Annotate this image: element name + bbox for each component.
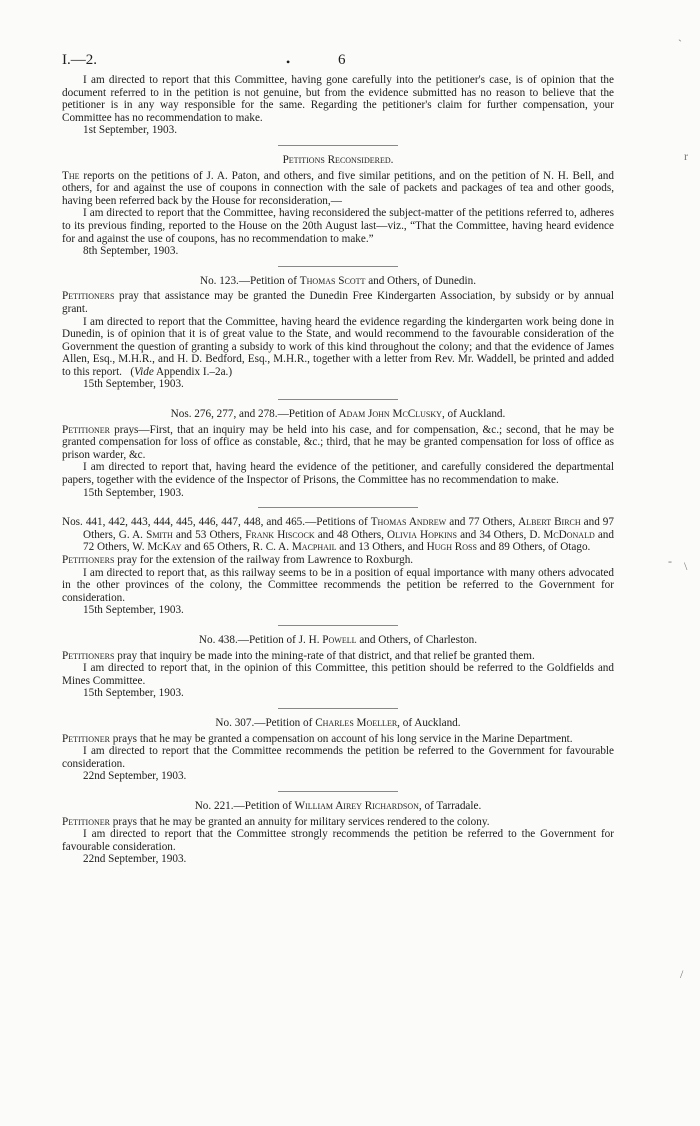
report-date: 15th September, 1903. bbox=[83, 687, 184, 700]
title-text: No. 123.—Petition of bbox=[199, 274, 300, 287]
title-text: , of Auckland. bbox=[441, 408, 506, 421]
report-paragraph: I am directed to report that, in the opinion of this Committee, this petition should be referred to the Goldfields and Mines Committee. bbox=[62, 662, 614, 687]
report-date: 8th September, 1903. bbox=[83, 245, 179, 258]
petition-title bbox=[62, 408, 614, 421]
section-petition-123 bbox=[62, 275, 614, 391]
petition-text: prays that he may be granted an annuity for military services rendered to the colony. bbox=[110, 815, 490, 828]
petitioner-name: McKay bbox=[147, 541, 182, 554]
petition-title bbox=[62, 717, 614, 730]
petition-text: reports on the petitions of J. A. Paton, and others, and five similar petitions, and on the petition of N. H. Bell, and others, for and against the use of coupons in connection with the sale of packets and packages of tea and other goods, having been referred back by the House for reconsideration,— bbox=[62, 169, 614, 207]
title-text: , of Tarradale. bbox=[418, 799, 482, 812]
margin-mark: \ bbox=[684, 559, 688, 573]
petitioner-name: Thomas Andrew bbox=[370, 516, 447, 529]
petition-text: prays that he may be granted a compensation on account of his long service in the Marine Department. bbox=[110, 732, 573, 745]
petition-paragraph bbox=[62, 733, 614, 746]
petitioner-name: Charles Moeller bbox=[315, 716, 398, 729]
petitioner-name: Frank Hiscock bbox=[245, 528, 315, 541]
report-paragraph: I am directed to report that the Committee recommends the petition be referred to the Government for favourable consideration. bbox=[62, 745, 614, 770]
page-header bbox=[62, 0, 614, 74]
lead-word: Petitioners bbox=[62, 290, 115, 303]
report-date: 15th September, 1903. bbox=[83, 486, 184, 499]
report-paragraph: I am directed to report that this Committee, having gone carefully into the petitioner's case, is of opinion that the document referred to in the petition is not genuine, but from the evidence submitted has no reason to believe that the petitioner is in any way responsible for the same. Regarding the petitioner's claim for further compensation, your Committee has no recommendation to make. bbox=[62, 74, 614, 124]
petition-paragraph bbox=[62, 290, 614, 315]
petition-title bbox=[62, 275, 614, 288]
report-date: 22nd September, 1903. bbox=[83, 853, 187, 866]
report-text: I am directed to report that the Committee, having heard the evidence regarding the kindergarten work being done in Dunedin, is of opinion that it is of great value to the State, and would recommend to the favourable consideration of the Government the question of granting a subsidy to work of this kind throughout the colony; and that the evidence of James Allen, Esq., M.H.R., and H. D. Bedford, Esq., M.H.R., together with a letter from Rev. Mr. Waddell, be printed and added to this report. bbox=[62, 315, 614, 378]
petitioner-name: Olivia Hopkins bbox=[387, 528, 457, 541]
petitioner-name: Adam John McClusky bbox=[338, 408, 442, 421]
title-text: and Others, of Dunedin. bbox=[365, 274, 476, 287]
title-text: No. 307.—Petition of bbox=[215, 716, 316, 729]
petition-text: pray that inquiry be made into the mining-rate of that district, and that relief be granted them. bbox=[114, 649, 535, 662]
numbers-text: and 89 Others, of Otago. bbox=[476, 541, 591, 554]
petitioner-name: Macphail bbox=[291, 541, 337, 554]
petition-paragraph bbox=[62, 650, 614, 663]
divider bbox=[278, 399, 398, 400]
petition-paragraph bbox=[62, 554, 614, 567]
margin-mark: - bbox=[668, 554, 672, 568]
report-date: 15th September, 1903. bbox=[83, 378, 184, 391]
margin-mark: / bbox=[680, 967, 684, 981]
title-text: , of Auckland. bbox=[397, 716, 461, 729]
section-petition-276-278 bbox=[62, 408, 614, 499]
vide-text: Appendix I.–2a.) bbox=[153, 365, 233, 378]
report-date: 1st September, 1903. bbox=[83, 124, 178, 137]
numbers-text: and 72 Others, W. bbox=[83, 528, 614, 554]
title-text: and Others, of Charleston. bbox=[356, 633, 478, 646]
title-text: No. 438.—Petition of J. H. bbox=[198, 633, 323, 646]
lead-word: Petitioner bbox=[62, 815, 110, 828]
numbers-text: and 65 Others, R. C. A. bbox=[181, 541, 292, 554]
section-petition-438 bbox=[62, 634, 614, 700]
report-paragraph: I am directed to report that the Committee strongly recommends the petition be referred to the Government for favourable consideration. bbox=[62, 828, 614, 853]
divider bbox=[278, 266, 398, 267]
petition-paragraph bbox=[62, 816, 614, 829]
page-number: 6 bbox=[338, 52, 346, 68]
section-petition-307 bbox=[62, 717, 614, 783]
section-title: Petitions Reconsidered. bbox=[282, 153, 394, 166]
report-date: 15th September, 1903. bbox=[83, 604, 184, 617]
divider bbox=[278, 791, 398, 792]
lead-word: Petitioners bbox=[62, 649, 115, 662]
numbers-text: and 53 Others, bbox=[172, 528, 246, 541]
title-text: Nos. 276, 277, and 278.—Petition of bbox=[170, 408, 339, 421]
petition-text: prays—First, that an inquiry may be held into his case, and for compensation, &c.; second, that he may be granted compensation for loss of office as constable, &c.; third, that he may be granted compensation for loss of office as prison warder, &c. bbox=[62, 423, 614, 461]
report-paragraph: I am directed to report that the Committee, having reconsidered the subject-matter of the petitions referred to, adheres to its previous finding, reported to the House on the 20th August last—viz., “That the Committee, having heard evidence for and against the use of coupons, has no recommendation to make.” bbox=[62, 207, 614, 245]
report-paragraph bbox=[62, 316, 614, 379]
petitioner-name: Thomas Scott bbox=[299, 274, 366, 287]
margin-mark: ` bbox=[678, 37, 682, 51]
numbers-text: and 97 Others, G. A. bbox=[83, 516, 614, 541]
numbers-text: and 48 Others, bbox=[314, 528, 388, 541]
petitioner-name: McDonald bbox=[543, 528, 595, 541]
petition-text: pray that assistance may be granted the Dunedin Free Kindergarten Association, by subsidy or by annual grant. bbox=[62, 290, 614, 315]
paper-reference: I.—2. bbox=[62, 52, 97, 68]
numbers-text: and 13 Others, and bbox=[336, 541, 427, 554]
section-petition-221 bbox=[62, 800, 614, 866]
report-paragraph: I am directed to report that, as this railway seems to be in a position of equal importance with many others advocated in the other provinces of the colony, the Committee recommends the petition be referred to the Government for consideration. bbox=[62, 566, 614, 604]
margin-mark: r bbox=[684, 149, 688, 163]
lead-word: Petitioners bbox=[62, 554, 115, 566]
petition-title bbox=[62, 800, 614, 813]
divider bbox=[278, 708, 398, 709]
petition-text: pray for the extension of the railway from Lawrence to Roxburgh. bbox=[114, 554, 414, 566]
petition-numbers bbox=[62, 516, 614, 554]
petitioner-name: Hugh Ross bbox=[426, 541, 477, 554]
report-paragraph: I am directed to report that, having heard the evidence of the petitioner, and carefully considered the departmental papers, together with the evidence of the Inspector of Prisons, the Committee has no recommendation to make. bbox=[62, 461, 614, 487]
petitioner-name: Albert Birch bbox=[518, 516, 581, 529]
petitioner-name: William Airey Richardson bbox=[294, 799, 419, 812]
numbers-text: Nos. 441, 442, 443, 444, 445, 446, 447, 448, and 465.—Petitions of bbox=[62, 516, 371, 529]
numbers-text: and 77 Others, bbox=[446, 516, 519, 529]
vide-text: ( bbox=[130, 365, 135, 378]
divider bbox=[278, 145, 398, 146]
document-page bbox=[62, 0, 614, 866]
petition-paragraph bbox=[62, 424, 614, 462]
divider bbox=[258, 507, 418, 508]
title-text: No. 221.—Petition of bbox=[194, 799, 295, 812]
lead-word: Petitioner bbox=[62, 732, 110, 745]
header-dot: • bbox=[286, 55, 291, 69]
petition-title bbox=[62, 634, 614, 647]
vide-text: Vide bbox=[134, 365, 154, 378]
divider bbox=[278, 625, 398, 626]
petitioner-name: Smith bbox=[146, 528, 173, 541]
report-date: 22nd September, 1903. bbox=[83, 770, 187, 783]
petitioner-name: Powell bbox=[322, 633, 357, 646]
lead-word: Petitioner bbox=[62, 423, 110, 436]
petition-paragraph bbox=[62, 170, 614, 208]
numbers-text: and 34 Others, D. bbox=[456, 528, 544, 541]
section-continued-report bbox=[62, 74, 614, 137]
lead-word: The bbox=[62, 169, 80, 182]
section-petitions-reconsidered bbox=[62, 154, 614, 258]
section-petitions-441-465 bbox=[62, 516, 614, 617]
